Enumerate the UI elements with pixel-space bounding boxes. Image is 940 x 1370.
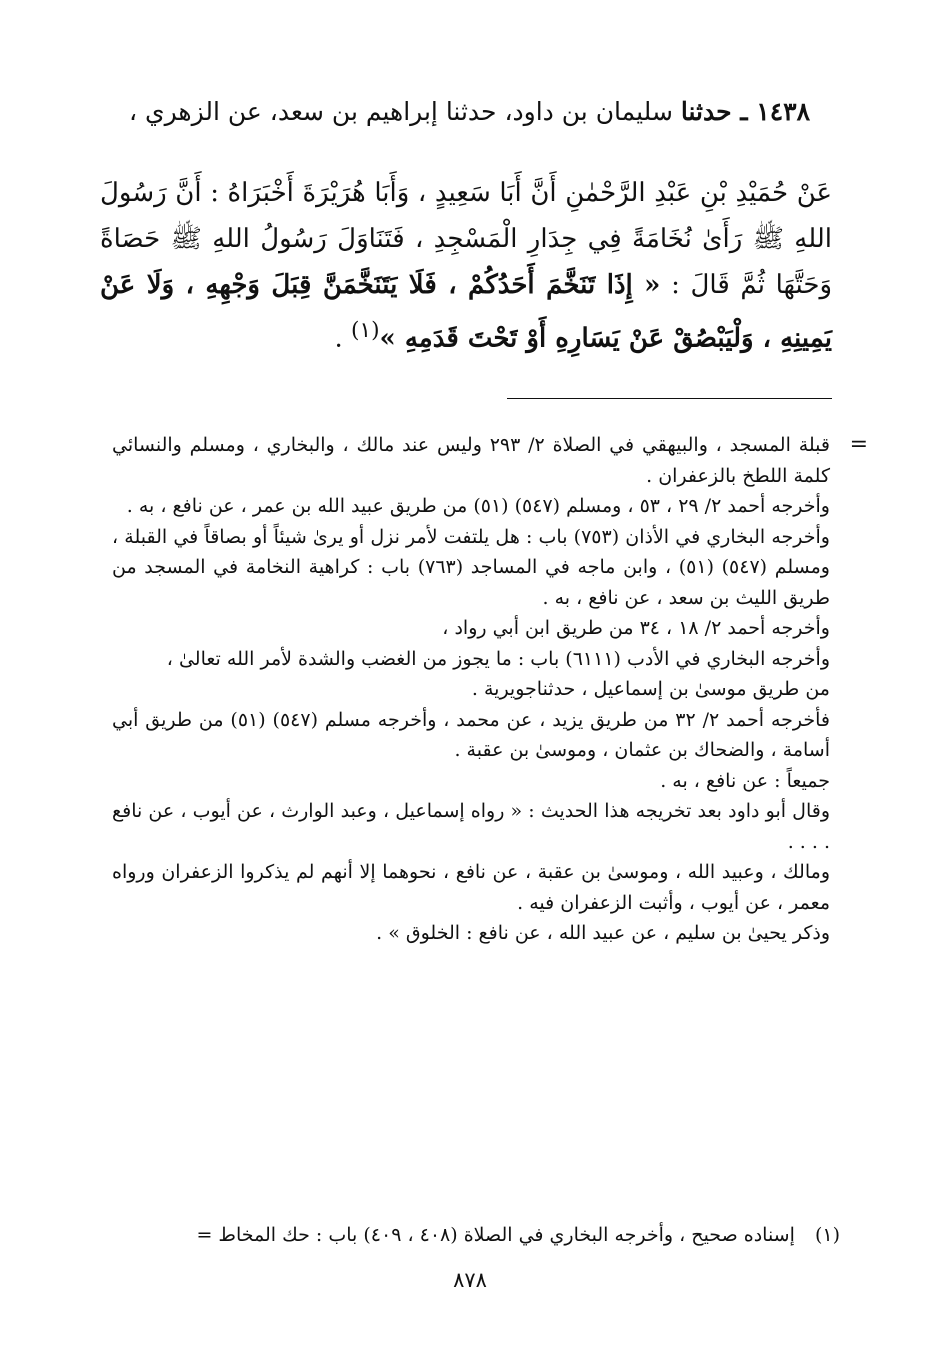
note-line: وذكر يحيىٰ بن سليم ، عن عبيد الله ، عن نافع : الخلوق » . bbox=[376, 922, 830, 944]
footnote-text: إسناده صحيح ، وأخرجه البخاري في الصلاة (٤٠٨ ، ٤٠٩) باب : حك المخاط = bbox=[196, 1224, 795, 1246]
footnote-reference: (١) bbox=[350, 318, 380, 343]
hadith-number: ١٤٣٨ ـ حدثنا bbox=[680, 97, 810, 126]
page-number: ٨٧٨ bbox=[453, 1268, 487, 1292]
note-line: فأخرجه أحمد ٢/ ٣٢ من طريق يزيد ، عن محمد ، وأخرجه مسلم (٥٤٧) (٥١) من طريق أبي أسامة ، والضحاك بن عثمان ، وموسىٰ بن عقبة . bbox=[112, 708, 830, 761]
footnote-divider bbox=[507, 398, 832, 399]
note-line: وأخرجه البخاري في الأذان (٧٥٣) باب : هل يلتفت لأمر نزل أو يرىٰ شيئاً أو بصاقاً في القبلة ، ومسلم (٥٤٧) (٥١) ، وابن ماجه في المساجد (٧٦٣) باب : كراهية النخامة في المسجد من طريق الليث بن سعد ، عن نافع ، به . bbox=[112, 525, 830, 609]
note-line: وأخرجه أحمد ٢/ ٢٩ ، ٥٣ ، ومسلم (٥٤٧) (٥١) من طريق عبيد الله بن عمر ، عن نافع ، به . bbox=[126, 495, 830, 517]
notes-list bbox=[112, 430, 830, 949]
hadith-isnad-header: سليمان بن داود، حدثنا إبراهيم بن سعد، عن الزهري ، bbox=[129, 97, 673, 126]
hadith-header bbox=[110, 90, 810, 134]
note-line: وأخرجه البخاري في الأدب (٦١١١) باب : ما يجوز من الغضب والشدة لأمر الله تعالىٰ ، bbox=[166, 647, 830, 670]
hadith-body: عَنْ حُمَيْدِ بْنِ عَبْدِ الرَّحْمٰنِ أَنَّ أَبَا سَعِيدٍ ، وَأَبَا هُرَيْرَةَ أَخْبَرَاهُ : أَنَّ رَسُولَ اللهِ ﷺ رَأَىٰ نُخَامَةً فِي جِدَارِ الْمَسْجِدِ ، فَتَنَاوَلَ رَسُولُ اللهِ ﷺ حَصَاةً وَحَتَّهَا ثُمَّ قَالَ : bbox=[100, 178, 833, 300]
continuation-mark: = bbox=[849, 432, 868, 457]
hadith-end: . bbox=[334, 323, 343, 354]
note-line: قبلة المسجد ، والبيهقي في الصلاة ٢/ ٢٩٣ وليس عند مالك ، والبخاري ، ومسلم والنسائي كلمة اللطخ بالزعفران . bbox=[112, 434, 830, 487]
hadith-quote: « إِذَا تَنَخَّمَ أَحَدُكُمْ ، فَلَا يَتَنَخَّمَنَّ قِبَلَ وَجْهِهِ ، وَلَا عَنْ يَمِينِهِ ، وَلْيَبْصُقْ عَنْ يَسَارِهِ أَوْ تَحْتَ قَدَمِهِ » bbox=[100, 270, 832, 354]
footnote-mark: (١) bbox=[814, 1224, 840, 1246]
hadith-text bbox=[100, 170, 832, 362]
note-line: وقال أبو داود بعد تخريجه هذا الحديث : « رواه إسماعيل ، وعبد الوارث ، عن أيوب ، عن نافع . . . . bbox=[112, 800, 830, 853]
note-line: من طريق موسىٰ بن إسماعيل ، حدثناجويرية . bbox=[471, 678, 830, 700]
footnote bbox=[95, 1220, 840, 1250]
note-line: ومالك ، وعبيد الله ، وموسىٰ بن عقبة ، عن نافع ، نحوهما إلا أنهم لم يذكروا الزعفران ورواه معمر ، عن أيوب ، وأثبت الزعفران فيه . bbox=[112, 861, 830, 914]
note-line: جميعاً : عن نافع ، به . bbox=[660, 769, 830, 792]
note-line: وأخرجه أحمد ٢/ ١٨ ، ٣٤ من طريق ابن أبي رواد ، bbox=[442, 617, 830, 639]
